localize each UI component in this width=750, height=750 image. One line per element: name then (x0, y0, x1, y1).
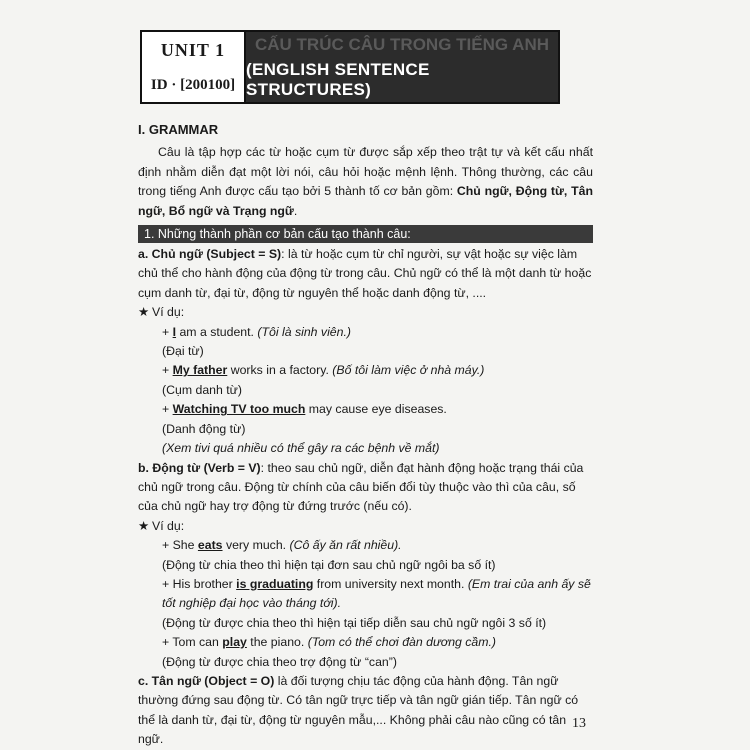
object-label: c. Tân ngữ (Object = O) (138, 673, 275, 688)
ex-underlined: I (172, 324, 177, 339)
verb-example-label-row (138, 517, 593, 536)
subject-example-1 (138, 323, 593, 342)
ex-prefix: + Tom can (162, 635, 223, 650)
ex-prefix: + (162, 324, 173, 339)
subject-example-label: Ví dụ: (152, 305, 185, 320)
subject-section (138, 245, 593, 458)
ex-prefix: + She (162, 538, 198, 553)
subject-example-1-note: (Đại từ) (162, 344, 204, 359)
ex-translation: (Tom có thể chơi đàn dương cầm.) (307, 635, 497, 650)
ex-rest: very much. (222, 538, 290, 553)
page-content (138, 120, 593, 750)
intro-bold: Chủ ngữ, Động từ, Tân ngữ, Bổ ngữ và Trạng ngữ (138, 184, 593, 218)
ex-translation: (Em trai của anh ấy sẽ tốt nghiệp đại học vào tháng tới). (162, 576, 591, 611)
star-icon: ★ (138, 518, 150, 533)
intro-paragraph (138, 143, 593, 221)
star-icon: ★ (138, 305, 150, 320)
intro-end: . (293, 203, 298, 218)
subject-example-label-row (138, 303, 593, 322)
verb-definition (138, 459, 593, 517)
unit-id-box (140, 30, 246, 104)
verb-example-label: Ví dụ: (152, 518, 185, 533)
ex-translation: (Bố tôi làm việc ở nhà máy.) (332, 363, 485, 378)
ex-translation: (Tôi là sinh viên.) (257, 324, 352, 339)
unit-header (140, 30, 560, 104)
unit-title-vietnamese: CẤU TRÚC CÂU TRONG TIẾNG ANH (254, 34, 550, 54)
ex-rest: from university next month. (313, 576, 468, 591)
ex-rest: may cause eye diseases. (305, 402, 447, 417)
page-number: 13 (572, 716, 586, 731)
object-section (138, 672, 593, 750)
ex-rest: the piano. (246, 635, 308, 650)
unit-label: UNIT 1 (160, 40, 226, 60)
verb-example-3-note: (Động từ được chia theo trợ động từ “can”) (162, 654, 397, 669)
unit-title-english: (ENGLISH SENTENCE STRUCTURES) (246, 59, 430, 99)
ex-prefix: + His brother (162, 576, 237, 591)
unit-id: ID · [200100] (150, 77, 236, 93)
subject-label: a. Chủ ngữ (Subject = S) (138, 247, 282, 262)
subject-example-3-translation: (Xem tivi quá nhiều có thể gây ra các bệnh về mắt) (162, 441, 440, 456)
ex-rest: works in a factory. (227, 363, 333, 378)
verb-example-3 (138, 633, 593, 652)
ex-rest: am a student. (176, 324, 258, 339)
verb-section (138, 459, 593, 672)
verb-example-1-note: (Động từ chia theo thì hiện tại đơn sau chủ ngữ ngôi ba số ít) (162, 557, 496, 572)
subject-example-3-note: (Danh động từ) (162, 421, 246, 436)
subject-definition (138, 245, 593, 303)
subject-example-3 (138, 400, 593, 419)
ex-prefix: + (162, 363, 173, 378)
verb-example-1 (138, 536, 593, 555)
ex-underlined: play (222, 635, 247, 650)
verb-example-2 (138, 575, 593, 614)
intro-text: Câu là tập hợp các từ hoặc cụm từ được sắp xếp theo trật tự và kết cấu nhất định nhằm diễn đạt một lời nói, câu hỏi hoặc mệnh lệnh. Thông thường, các câu trong tiếng Anh được cấu tạo bởi 5 thành tố cơ bản gồm: (138, 145, 593, 199)
verb-example-2-note: (Động từ được chia theo thì hiện tại tiếp diễn sau chủ ngữ ngôi 3 số ít) (162, 615, 547, 630)
ex-translation: (Cô ấy ăn rất nhiều). (289, 538, 402, 553)
ex-underlined: Watching TV too much (172, 402, 306, 417)
subject-example-2 (138, 361, 593, 380)
section-heading: I. GRAMMAR (138, 122, 219, 137)
ex-prefix: + (162, 402, 173, 417)
object-text: là đối tượng chịu tác động của hành động. Tân ngữ thường đứng sau động từ. Có tân ngữ trực tiếp và tân ngữ gián tiếp. Tân ngữ có thể là danh từ, đại từ, động từ nguyên mẫu,... Không phải câu nào cũng có tân ngữ. (138, 673, 579, 747)
subsection-bar: 1. Những thành phần cơ bản cấu tạo thành câu: (138, 225, 593, 243)
ex-underlined: is graduating (236, 576, 314, 591)
ex-underlined: My father (172, 363, 228, 378)
subject-text: : là từ hoặc cụm từ chỉ người, sự vật hoặc sự việc làm chủ thể cho hành động của động từ trong câu. Chủ ngữ có thể là một danh từ hoặc cụm danh từ, đại từ, động từ nguyên thể hoặc danh động từ, .... (138, 247, 592, 300)
verb-text: : theo sau chủ ngữ, diễn đạt hành động hoặc trạng thái của chủ ngữ trong câu. Động từ chính của câu biến đổi tùy thuộc vào thì của câu, số của chủ ngữ hay trợ động từ đứng trước (nếu có). (138, 460, 584, 514)
unit-title-box (246, 30, 560, 104)
ex-underlined: eats (197, 538, 223, 553)
verb-label: b. Động từ (Verb = V) (138, 460, 261, 475)
subject-example-2-note: (Cụm danh từ) (162, 382, 242, 397)
